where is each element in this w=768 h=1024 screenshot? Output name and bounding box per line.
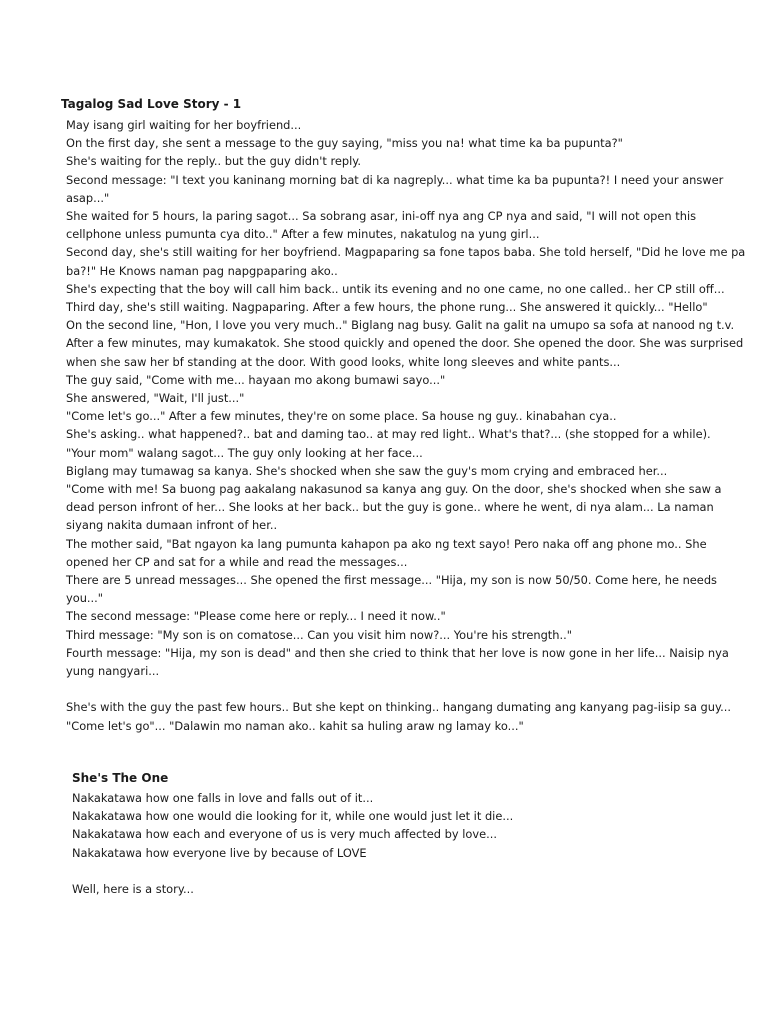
paragraph: She answered, "Wait, I'll just..." — [66, 391, 245, 406]
paragraph: Fourth message: "Hija, my son is dead" and then she cried to think that her love is now gone in her life... Naisip nya yung nangyari... — [66, 645, 729, 679]
paragraph: "Your mom" walang sagot... The guy only looking at her face... — [66, 445, 423, 460]
paragraph: Nakakatawa how each and everyone of us is very much affected by love... — [72, 827, 497, 842]
paragraph: After a few minutes, may kumakatok. She stood quickly and opened the door. She opened the door. She was surprised when she saw her bf standing at the door. With good looks, white long sleeves and white pants... — [66, 336, 744, 369]
paragraph: She's expecting that the boy will call him back.. untik its evening and no one came, no one called.. her CP still off... — [66, 281, 725, 296]
paragraph: The mother said, "Bat ngayon ka lang pumunta kahapon pa ako ng text sayo! Pero naka off ang phone mo.. She opened her CP and sat for a while and read the messages... — [66, 536, 707, 569]
paragraph: She waited for 5 hours, la paring sagot... Sa sobrang asar, ini-off nya ang CP nya and said, "I will not open this cellphone unless pumunta cya dito.." After a few minutes, nakatulog na yung girl... — [66, 209, 697, 242]
story-body — [66, 116, 746, 735]
paragraph: There are 5 unread messages... She opened the first message... "Hija, my son is now 50/50. Come here, he needs you..." — [66, 573, 717, 606]
story-title: Tagalog Sad Love Story - 1 — [61, 97, 242, 111]
paragraph: Well, here is a story... — [72, 882, 194, 896]
paragraph: She's waiting for the reply.. but the guy didn't reply. — [66, 154, 362, 169]
paragraph: The guy said, "Come with me... hayaan mo akong bumawi sayo..." — [66, 372, 446, 387]
paragraph: Third message: "My son is on comatose... Can you visit him now?... You're his strength.." — [66, 627, 572, 642]
paragraph-gap — [66, 680, 746, 698]
paragraph: Nakakatawa how everyone live by because of LOVE — [72, 845, 367, 860]
paragraph: She's with the guy the past few hours.. But she kept on thinking.. hangang dumating ang kanyang pag-iisip sa guy... — [66, 700, 731, 715]
paragraph: Second message: "I text you kaninang morning bat di ka nagreply... what time ka ba pupunta?! I need your answer asap..." — [66, 172, 724, 205]
paragraph: She's asking.. what happened?.. bat and daming tao.. at may red light.. What's that?... (she stopped for a while). — [66, 427, 711, 442]
paragraph: On the second line, "Hon, I love you very much.." Biglang nag busy. Galit na galit na umupo sa sofa at nanood ng t.v. — [66, 318, 735, 333]
paragraph: On the first day, she sent a message to the guy saying, "miss you na! what time ka ba pupunta?" — [66, 136, 623, 151]
paragraph: Third day, she's still waiting. Nagpaparing. After a few hours, the phone rung... She answered it quickly... "Hello" — [66, 300, 708, 315]
paragraph: The second message: "Please come here or reply... I need it now.." — [66, 609, 446, 624]
story-body — [72, 789, 742, 898]
story-title: She's The One — [72, 771, 169, 785]
paragraph: Nakakatawa how one would die looking for it, while one would just let it die... — [72, 809, 514, 824]
paragraph: Nakakatawa how one falls in love and falls out of it... — [72, 791, 374, 805]
paragraph: "Come with me! Sa buong pag aakalang nakasunod sa kanya ang guy. On the door, she's shocked when she saw a dead person infront of her... She looks at her back.. but the guy is gone.. where he went, di nya alam... La naman siyang nakita dumaan infront of her.. — [66, 482, 722, 533]
paragraph: Biglang may tumawag sa kanya. She's shocked when she saw the guy's mom crying and embraced her... — [66, 463, 668, 478]
paragraph: "Come let's go"... "Dalawin mo naman ako.. kahit sa huling araw ng lamay ko..." — [66, 718, 524, 733]
paragraph: "Come let's go..." After a few minutes, they're on some place. Sa house ng guy.. kinabahan cya.. — [66, 409, 617, 424]
paragraph-gap — [72, 862, 742, 880]
paragraph: May isang girl waiting for her boyfriend... — [66, 118, 302, 132]
paragraph: Second day, she's still waiting for her boyfriend. Magpaparing sa fone tapos baba. She told herself, "Did he love me pa ba?!" He Knows naman pag napgpaparing ako.. — [66, 245, 746, 278]
